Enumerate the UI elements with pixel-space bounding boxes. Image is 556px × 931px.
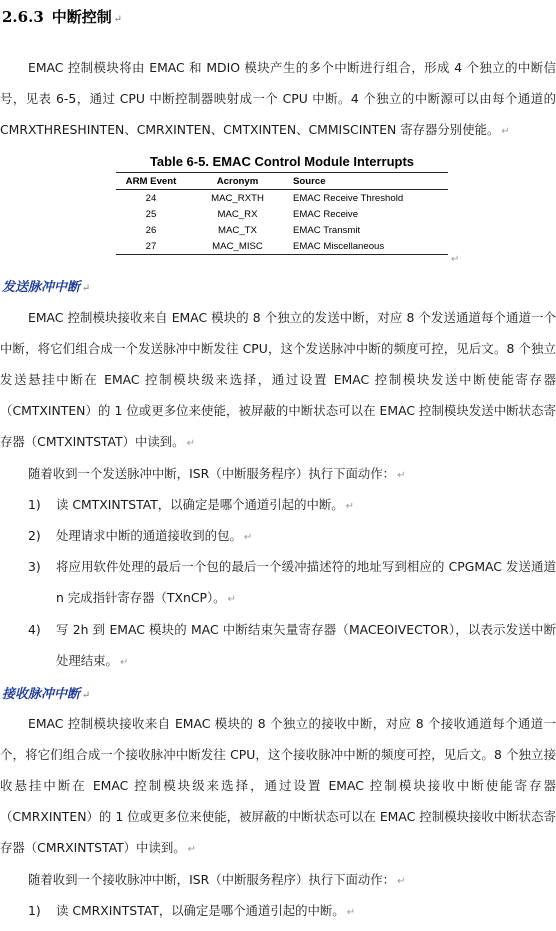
- table-row: [116, 190, 448, 207]
- paragraph-mark-icon: ↵: [119, 657, 129, 668]
- table-header-row: [116, 173, 448, 190]
- table-cell: EMAC Miscellaneous: [289, 238, 448, 255]
- paragraph-mark-icon: ↵: [113, 14, 123, 25]
- list-item: 1) 读 CMTXINTSTAT，以确定是哪个通道引起的中断。 ↵: [0, 489, 556, 522]
- list-item: 1) 读 CMRXINTSTAT，以确定是哪个通道引起的中断。 ↵: [0, 895, 556, 928]
- table-cell: EMAC Receive Threshold: [293, 192, 404, 204]
- list-marker: 2): [28, 528, 41, 543]
- table-header-cell: ARM Event: [116, 173, 186, 190]
- rx-paragraph: EMAC 控制模块接收来自 EMAC 模块的 8 个独立的接收中断，对应 8 个接收通道每个通道一个，将它们组合成一个接收脉冲中断发往 CPU，这个接收脉冲中断的频度可控，见后文。8 个独立接收悬挂中断在 EMAC 控制模块级来选择，通过设置 EMAC 控制模块接收中断使能寄存器（CMRXINTEN）的 1 位或更多位来使能，被屏蔽的中断状态可以在 EMAC 控制模块接收中断状态寄存器（CMRXINTSTAT）中读到。 ↵: [0, 716, 556, 855]
- section-title: 中断控制: [51, 8, 112, 26]
- table-cell: MAC_TX: [218, 224, 257, 236]
- table-cell: EMAC Receive: [293, 208, 359, 220]
- section-heading: [2, 6, 122, 27]
- interrupts-table-block: [112, 152, 452, 255]
- list-item: 4) 写 2h 到 EMAC 模块的 MAC 中断结束矢量寄存器（MACEOIVECTOR），以表示发送中断处理结束。 ↵: [0, 614, 556, 678]
- paragraph-mark-icon: ↵: [397, 876, 406, 887]
- tx-isr-intro: 随着收到一个发送脉冲中断，ISR（中断服务程序）执行下面动作： ↵: [28, 466, 406, 481]
- table-header-cell: Source: [289, 173, 448, 190]
- rx-isr-intro: 随着收到一个接收脉冲中断，ISR（中断服务程序）执行下面动作： ↵: [28, 872, 406, 887]
- paragraph-mark-icon: ↵: [187, 844, 197, 855]
- table-cell: 26: [145, 224, 157, 236]
- table-cell: 24: [145, 192, 157, 204]
- table-cell: MAC_RXTH: [211, 192, 264, 204]
- paragraph-mark-icon: ↵: [501, 126, 510, 137]
- section-number: 2.6.3: [2, 8, 44, 26]
- paragraph-mark-icon: ↵: [243, 532, 253, 543]
- paragraph-mark-icon: ↵: [186, 438, 195, 449]
- table-title: Table 6-5. EMAC Control Module Interrupts: [149, 154, 415, 169]
- table-cell: MAC_MISC: [186, 238, 289, 255]
- table-cell: EMAC Transmit: [293, 224, 361, 236]
- table-cell: 25: [145, 208, 157, 220]
- table-row: [116, 206, 448, 222]
- tx-subheading: 发送脉冲中断 ↵: [2, 280, 91, 295]
- paragraph-mark-icon: ↵: [227, 594, 236, 605]
- paragraph-mark-icon: ↵: [397, 470, 406, 481]
- paragraph-mark-icon: ↵: [82, 690, 91, 701]
- table-row: [116, 238, 448, 255]
- list-marker: 1): [28, 497, 41, 512]
- list-marker: 4): [28, 622, 41, 637]
- tx-paragraph: EMAC 控制模块接收来自 EMAC 模块的 8 个独立的发送中断，对应 8 个发送通道每个通道一个中断，将它们组合成一个发送脉冲中断发往 CPU，这个发送脉冲中断的频度可控，见后文。8 个独立发送悬挂中断在 EMAC 控制模块级来选择，通过设置 EMAC 控制模块发送中断使能寄存器（CMTXINTEN）的 1 位或更多位来使能，被屏蔽的中断状态可以在 EMAC 控制模块发送中断状态寄存器（CMTXINTSTAT）中读到。 ↵: [0, 310, 556, 449]
- list-marker: 3): [28, 559, 41, 574]
- intro-paragraph: EMAC 控制模块将由 EMAC 和 MDIO 模块产生的多个中断进行组合，形成 4 个独立的中断信号，见表 6-5，通过 CPU 中断控制器映射成一个 CPU 中断。4 个独立的中断源可以由每个通道的 CMRXTHRESHINTEN、CMRXINTEN、CMTXINTEN、CMMISCINTEN 寄存器分别使能。 ↵: [0, 60, 556, 137]
- table-cell: 27: [116, 238, 186, 255]
- list-item: 2) 处理请求中断的通道接收到的包。 ↵: [0, 520, 556, 553]
- paragraph-mark-icon: ↵: [451, 254, 460, 265]
- table-row: [116, 222, 448, 238]
- rx-subheading: 接收脉冲中断 ↵: [2, 687, 91, 702]
- interrupts-table: [116, 172, 448, 255]
- paragraph-mark-icon: ↵: [82, 283, 91, 294]
- table-header-cell: Acronym: [186, 173, 289, 190]
- list-item: 3) 将应用软件处理的最后一个包的最后一个缓冲描述符的地址写到相应的 CPGMAC 发送通道 n 完成指针寄存器（TXnCP）。 ↵: [0, 551, 556, 615]
- table-cell: MAC_RX: [217, 208, 258, 220]
- paragraph-mark-icon: ↵: [346, 907, 356, 918]
- list-marker: 1): [28, 903, 41, 918]
- paragraph-mark-icon: ↵: [345, 501, 355, 512]
